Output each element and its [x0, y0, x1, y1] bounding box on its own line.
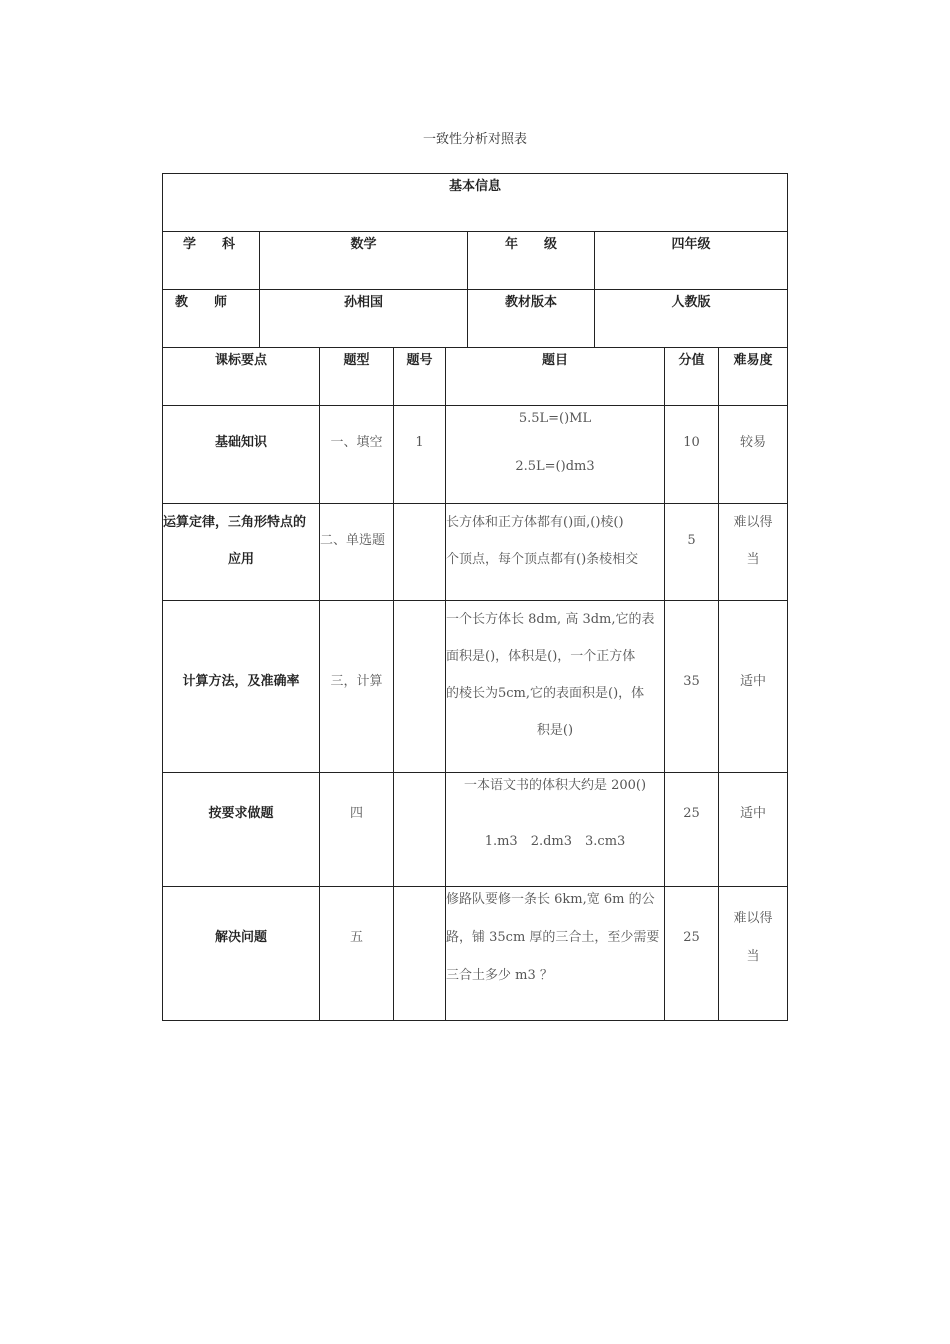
row4-point-line: 按要求做题 [208, 806, 274, 821]
row2-type-text: 二、单选题 [320, 533, 386, 548]
row4-question-line-1: 一本语文书的体积大约是 200() [463, 778, 647, 793]
row2-difficulty-line-2: 当 [746, 552, 760, 567]
row2-point [162, 503, 320, 601]
grade-label: 年 级 [467, 231, 595, 290]
row5-score [664, 886, 719, 1021]
grade-value: 四年级 [594, 231, 788, 290]
row1-point-line: 基础知识 [214, 435, 267, 450]
basic-info-header: 基本信息 [162, 173, 788, 232]
header-question: 题目 [445, 347, 665, 406]
row3-type [319, 600, 394, 773]
row1-number-text: 1 [415, 435, 424, 450]
row2-question-line-1: 长方体和正方体都有()面,()棱() [446, 515, 624, 530]
row5-difficulty [718, 886, 788, 1021]
row2-point-line-1: 运算定律，三角形特点的 [163, 515, 307, 530]
row4-score [664, 772, 719, 887]
header-type: 题型 [319, 347, 394, 406]
row5-difficulty-line-2: 当 [746, 949, 760, 964]
subject-value: 数学 [259, 231, 468, 290]
header-point: 课标要点 [162, 347, 320, 406]
row3-score-text: 35 [683, 674, 700, 689]
row3-number [393, 600, 446, 773]
row4-question [445, 772, 665, 887]
row3-question [445, 600, 665, 773]
row1-score-text: 10 [683, 435, 700, 450]
row5-question-line-3: 三合土多少 m3 ？ [446, 968, 553, 983]
row1-question-line-1: 5.5L=()ML [518, 411, 592, 426]
row3-difficulty-line: 适中 [739, 674, 766, 689]
row5-point [162, 886, 320, 1021]
header-number: 题号 [393, 347, 446, 406]
row1-type-text: 一、填空 [330, 435, 383, 450]
row4-type [319, 772, 394, 887]
row1-number [393, 405, 446, 504]
row1-difficulty [718, 405, 788, 504]
row2-point-line-2: 应用 [227, 552, 254, 567]
row5-type [319, 886, 394, 1021]
row1-difficulty-line: 较易 [739, 435, 766, 450]
row4-score-text: 25 [683, 806, 700, 821]
document-title: 一致性分析对照表 [422, 132, 527, 147]
row5-number [393, 886, 446, 1021]
row5-question [445, 886, 665, 1021]
row1-type [319, 405, 394, 504]
row3-score [664, 600, 719, 773]
row1-point [162, 405, 320, 504]
row2-question [445, 503, 665, 601]
row2-score-text: 5 [687, 533, 696, 548]
row2-number [393, 503, 446, 601]
row3-type-text: 三，计算 [330, 674, 383, 689]
row1-question [445, 405, 665, 504]
edition-label: 教材版本 [467, 289, 595, 348]
teacher-label: 教 师 [162, 289, 260, 348]
row3-question-line-1: 一个长方体长 8dm, 高 3dm,它的表 [446, 612, 655, 627]
row2-question-line-2: 个顶点，每个顶点都有()条棱相交 [446, 552, 639, 567]
row5-difficulty-line-1: 难以得 [733, 911, 773, 926]
row1-score [664, 405, 719, 504]
row5-question-line-1: 修路队要修一条长 6km,宽 6m 的公 [446, 892, 655, 907]
row3-point-line: 计算方法，及准确率 [182, 674, 300, 689]
row4-point [162, 772, 320, 887]
consistency-table [162, 173, 788, 1021]
row3-question-line-3: 的棱长为5cm,它的表面积是()，体 [446, 686, 645, 701]
row5-type-text: 五 [349, 930, 363, 945]
row4-difficulty [718, 772, 788, 887]
subject-label: 学 科 [162, 231, 260, 290]
row4-question-line-2: 1.m3 2.dm3 3.cm3 [484, 834, 626, 849]
row5-question-line-2: 路，铺 35cm 厚的三合土，至少需要 [446, 930, 660, 945]
row1-question-line-3: 2.5L=()dm3 [515, 459, 595, 474]
row5-score-text: 25 [683, 930, 700, 945]
header-score: 分值 [664, 347, 719, 406]
row4-number [393, 772, 446, 887]
row4-type-text: 四 [349, 806, 363, 821]
teacher-value: 孙相国 [259, 289, 468, 348]
row3-question-line-2: 面积是()，体积是()，一个正方体 [446, 649, 636, 664]
row2-score [664, 503, 719, 601]
row5-point-line: 解决问题 [214, 930, 267, 945]
row3-point [162, 600, 320, 773]
row4-difficulty-line: 适中 [739, 806, 766, 821]
row3-difficulty [718, 600, 788, 773]
row2-difficulty [718, 503, 788, 601]
row2-type [319, 503, 394, 601]
row3-question-line-4: 积是() [536, 723, 574, 738]
row2-difficulty-line-1: 难以得 [733, 515, 773, 530]
header-difficulty: 难易度 [718, 347, 788, 406]
edition-value: 人教版 [594, 289, 788, 348]
